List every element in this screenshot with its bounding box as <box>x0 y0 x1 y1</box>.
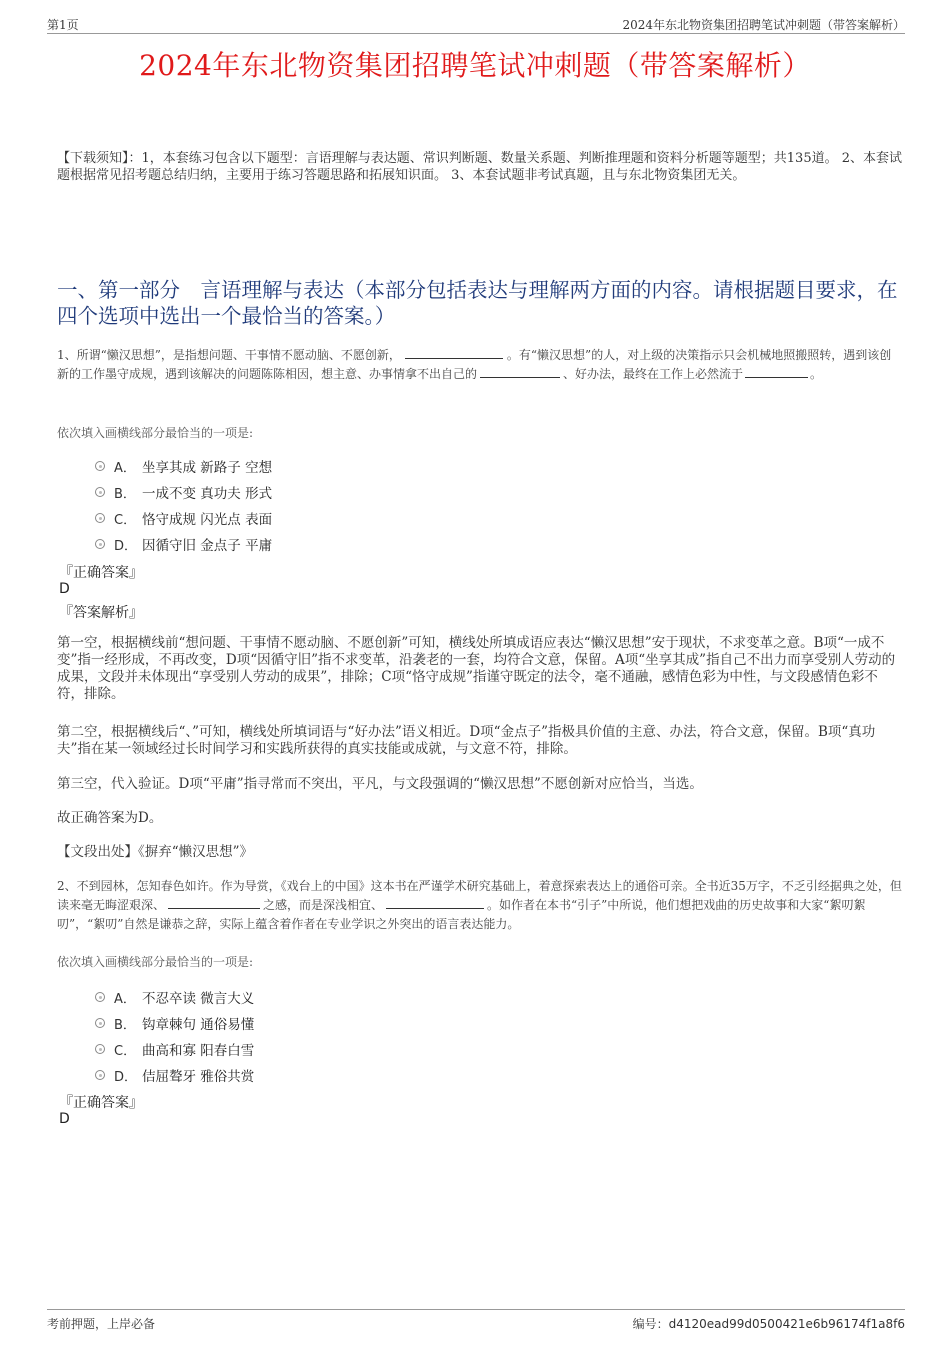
radio-icon[interactable] <box>95 487 105 497</box>
q1-analysis-2: 第二空，根据横线后“、”可知，横线处所填词语与“好办法”语义相近。D项“金点子”指极具价值的主意、办法，符合文意，保留。B项“真功夫”指在某一领域经过长时间学习和实践所获得的真实技能或成就，与文意不符，排除。 <box>57 724 876 757</box>
footer-slogan: 考前押题，上岸必备 <box>47 1317 156 1331</box>
radio-icon[interactable] <box>95 1070 105 1080</box>
q2-prompt: 依次填入画横线部分最恰当的一项是: <box>57 955 254 969</box>
q2-options <box>95 984 254 1088</box>
option-text: 坐享其成 新路子 空想 <box>142 460 273 476</box>
q1-source: 【文段出处】《摒弃“懒汉思想”》 <box>57 844 254 860</box>
page-footer <box>47 1309 905 1339</box>
q1-option-b[interactable] <box>95 479 272 505</box>
q1-prompt: 依次填入画横线部分最恰当的一项是: <box>57 426 254 440</box>
q2-text-part: 2、不到园林，怎知春色如许。作为导赏，《戏台上的中国》这本书在严谨学术研究基础上，着意探索表达上的通俗可亲。全书近35万字，不乏引经据典之处，但读来毫无晦涩艰深、 <box>57 879 902 912</box>
radio-icon[interactable] <box>95 461 105 471</box>
footer-code <box>633 1315 905 1332</box>
question-1-stem <box>57 346 902 384</box>
q1-answer-label: 『正确答案』 <box>59 565 143 581</box>
q1-blank-3 <box>745 366 808 378</box>
q2-text-part: 。如作者在本书“引子”中所说，他们想把戏曲的历史故事和大家“絮叨絮叨”，“絮叨”自然是谦恭之辞，实际上蕴含着作者在专业学识之外突出的语言表达能力。 <box>57 898 866 931</box>
radio-icon[interactable] <box>95 539 105 549</box>
q1-text-part: 、好办法，最终在工作上必然流于 <box>563 367 744 381</box>
option-text: 恪守成规 闪光点 表面 <box>142 512 273 528</box>
q2-option-c[interactable] <box>95 1036 254 1062</box>
option-letter: B． <box>114 1017 136 1033</box>
option-letter: C． <box>114 512 137 528</box>
page-header <box>47 14 905 34</box>
option-text: 不忍卒读 微言大义 <box>142 991 255 1007</box>
q1-analysis-1: 第一空，根据横线前“想问题、干事情不愿动脑、不愿创新”可知，横线处所填成语应表达“懒汉思想”安于现状，不求变革之意。B项“一成不变”指一经形成，不再改变，D项“因循守旧”指不求变革，沿袭老的一套，均符合文意，保留。A项“坐享其成”指自己不出力而享受别人劳动的成果，文段并未体现出“享受别人劳动的成果”，排除；C项“恪守成规”指谨守既定的法令，毫不通融，感情色彩为中性，与文段感情色彩不符，排除。 <box>57 635 896 702</box>
q2-option-a[interactable] <box>95 984 254 1010</box>
radio-icon[interactable] <box>95 1018 105 1028</box>
option-letter: B． <box>114 486 136 502</box>
option-text: 钩章棘句 通俗易懂 <box>142 1017 255 1033</box>
radio-icon[interactable] <box>95 513 105 523</box>
option-text: 因循守旧 金点子 平庸 <box>142 538 273 554</box>
q2-blank-1 <box>168 897 260 909</box>
page-number: 第1页 <box>47 18 79 32</box>
option-text: 一成不变 真功夫 形式 <box>142 486 273 502</box>
q1-options <box>95 453 272 557</box>
code-label: 编号： <box>632 1317 669 1331</box>
q1-analysis-4: 故正确答案为D。 <box>57 810 163 826</box>
q2-answer: D <box>59 1111 70 1127</box>
option-letter: D． <box>114 538 138 554</box>
option-letter: C． <box>114 1043 137 1059</box>
option-letter: D． <box>114 1069 138 1085</box>
q2-answer-label: 『正确答案』 <box>59 1095 143 1111</box>
q1-blank-2 <box>480 366 560 378</box>
download-notice: 【下载须知】：1，本套练习包含以下题型：言语理解与表达题、常识判断题、数量关系题、判断推理题和资料分析题等题型；共135道。 2、本套试题根据常见招考题总结归纳，主要用于练习答题思路和拓展知识面。 3、本套试题非考试真题，且与东北物资集团无关。 <box>57 151 902 183</box>
header-doc-title: 2024年东北物资集团招聘笔试冲刺题（带答案解析） <box>622 18 905 32</box>
section-title: 一、第一部分 言语理解与表达（本部分包括表达与理解两方面的内容。请根据题目要求，在四个选项中选出一个最恰当的答案。） <box>57 278 898 328</box>
radio-icon[interactable] <box>95 992 105 1002</box>
q1-answer: D <box>59 581 70 597</box>
code-value: d4120ead99d0500421e6b96174f1a8f6 <box>668 1317 905 1331</box>
option-text: 佶屈聱牙 雅俗共赏 <box>142 1069 255 1085</box>
document-title: 2024年东北物资集团招聘笔试冲刺题（带答案解析） <box>139 49 811 82</box>
q1-text-part: 。有“懒汉思想”的人，对上级的决策指示只会机械地照搬照转，遇到该创新的工作墨守成规，遇到该解决的问题陈陈相因，想主意、办事情拿不出自己的 <box>57 348 892 381</box>
option-text: 曲高和寡 阳春白雪 <box>142 1043 255 1059</box>
q2-blank-2 <box>386 897 484 909</box>
q1-option-a[interactable] <box>95 453 272 479</box>
q2-option-d[interactable] <box>95 1062 254 1088</box>
q1-blank-1 <box>405 347 503 359</box>
q1-analysis-label: 『答案解析』 <box>59 605 143 621</box>
q1-analysis-3: 第三空，代入验证。D项“平庸”指寻常而不突出，平凡，与文段强调的“懒汉思想”不愿创新对应恰当，当选。 <box>57 776 703 792</box>
option-letter: A． <box>114 460 136 476</box>
q1-text-part: 1、所谓“懒汉思想”，是指想问题、干事情不愿动脑、不愿创新， <box>57 348 401 362</box>
q2-text-part: 之感，而是深浅相宜、 <box>263 898 384 912</box>
question-2-stem <box>57 877 902 934</box>
q2-option-b[interactable] <box>95 1010 254 1036</box>
q1-option-d[interactable] <box>95 531 272 557</box>
q1-text-part: 。 <box>810 367 823 381</box>
q1-option-c[interactable] <box>95 505 272 531</box>
radio-icon[interactable] <box>95 1044 105 1054</box>
option-letter: A． <box>114 991 136 1007</box>
